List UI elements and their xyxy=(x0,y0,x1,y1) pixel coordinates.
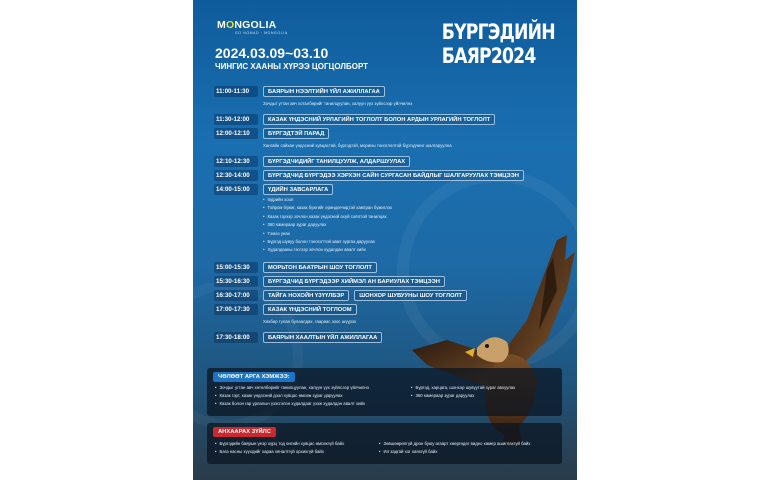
schedule-row xyxy=(214,156,410,167)
schedule-event: КАЗАК ҮНДЭСНИЙ УРЛАГИЙН ТОГЛОЛТ БОЛОН АРДЫН УРЛАГИЙН ТОГЛОЛТ xyxy=(263,114,495,125)
free-activities-right xyxy=(411,385,515,401)
schedule-row xyxy=(214,170,524,181)
schedule-event: БҮРГЭДЧИДИЙГ ТАНИЛЦУУЛЖ, АЛДАРШУУЛАХ xyxy=(263,156,410,167)
schedule-note: Хөхбөр тулан булаалдах, гаараас зоос шүүрэх xyxy=(263,319,357,324)
list-item: • Казак гэрээр зочлон казак үндэсний ахуй соёлтой танилцах xyxy=(263,214,392,222)
schedule-note: Хангайн сайхан үндэсний хувцастай, бүргэдтэй, морины тоноглолтой бүргэдчинг шалгаруулна xyxy=(263,143,452,148)
schedule-row xyxy=(214,290,467,301)
schedule-time: 17:30-18:00 xyxy=(214,332,258,343)
list-item: • Зочдыг угтан авч хөтөлбөрийг танилцуулан, халуун үүх зүйлсээр үйлчилнэ xyxy=(215,385,369,393)
event-title-line1: БҮРГЭДИЙН xyxy=(441,20,555,44)
schedule-time: 12:00-12:10 xyxy=(214,128,258,139)
free-activities-heading: ЧӨЛӨӨТ АРГА ХЭМЖЭЭ: xyxy=(213,372,295,382)
attention-box xyxy=(207,423,562,464)
schedule-event: БҮРГЭДЧИД БҮРГЭДЭЭ ХЭРХЭН САЙН СУРГАСАН БАЙДЛЫГ ШАЛГАРУУЛАХ ТЭМЦЭЭН xyxy=(263,170,524,181)
schedule-time: 16:30-17:00 xyxy=(214,290,258,301)
schedule-event: ҮДИЙН ЗАВСАРЛАГА xyxy=(263,184,333,195)
schedule-time: 11:30-12:00 xyxy=(214,114,258,125)
list-item: • Бага насны хүүхдийг хараа хяналтгүй орхихгүй байх xyxy=(215,449,344,457)
schedule-event: КАЗАК ҮНДЭСНИЙ ТОГЛООМ xyxy=(263,304,357,315)
schedule-time: 15:30-16:30 xyxy=(214,276,258,287)
schedule-row xyxy=(214,276,445,287)
schedule-row xyxy=(214,332,382,343)
list-item: • Зөвшөөрөлгүй дрон буюу агаарт хөөргөдөг видео камер ашиглахгүй байх xyxy=(379,441,530,449)
schedule-time: 11:00-11:30 xyxy=(214,86,258,97)
schedule-event: БҮРГЭДЧИД БҮРГЭДЭЭР ХИЙМЭЛ АН БАРИУЛАХ ТЭМЦЭЭН xyxy=(263,276,445,287)
event-poster xyxy=(193,0,577,480)
event-title-line2: БАЯР2024 xyxy=(441,44,536,68)
list-item: • Ил задгай хог хаяхгүй байх xyxy=(379,449,530,457)
free-activities-left xyxy=(215,385,369,409)
lunch-break-items xyxy=(263,197,392,256)
schedule-row xyxy=(214,86,385,97)
schedule-event: БАЯРЫН ХААЛТЫН ҮЙЛ АЖИЛЛАГАА xyxy=(263,332,382,343)
list-item: • Бүргэд шувуу болон тэносоттой хамт зургаа даруулах xyxy=(263,239,392,247)
schedule-row xyxy=(214,262,377,273)
schedule-row xyxy=(214,304,357,315)
schedule-row xyxy=(214,128,329,139)
logo-tagline: GO NOMAD · MONGOLIA xyxy=(235,31,288,35)
list-item: • Тэмээ унах xyxy=(263,231,392,239)
schedule-time: 17:00-17:30 xyxy=(214,304,258,315)
attention-left xyxy=(215,441,344,457)
event-date: 2024.03.09~03.10 xyxy=(215,45,329,61)
list-item: • Өдрийн хоол xyxy=(263,197,392,205)
schedule-event: БҮРГЭДТЭЙ ПАРАД xyxy=(263,128,329,139)
schedule-time: 15:00-15:30 xyxy=(214,262,258,273)
list-item: • Казак болон гар урлалын үзэсгэлэн худалдааг үзэж худалдан авалт хийх xyxy=(215,401,369,409)
list-item: • Тойром бүжиг, казак бүжгийг ерөндөгчидтэй хамтран бүжиглэх xyxy=(263,205,392,213)
schedule-time: 12:10-12:30 xyxy=(214,156,258,167)
schedule-note: Зочдыг угтан авч хоталбөрийг танилцуулан, халуун үүх зүйлсээр үйлчилнэ xyxy=(263,101,413,106)
schedule-time: 12:30-14:00 xyxy=(214,170,258,181)
schedule-row xyxy=(214,184,333,195)
free-activities-box xyxy=(207,368,562,416)
attention-heading: АНХААРАХ ЗҮЙЛС xyxy=(213,427,276,437)
event-venue: ЧИНГИС ХААНЫ ХҮРЭЭ ЦОГЦОЛБОРТ xyxy=(215,62,369,71)
list-item: • 360 камераар зураг даруулах xyxy=(263,222,392,230)
list-item: • Бүргэд, харцага, шонхор шувуутай зураг авхуулах xyxy=(411,385,515,393)
list-item: • Казак гэрт, казак үндэсний дээл хувцас өмсөж зураг даруулах xyxy=(215,393,369,401)
list-item: • Худалдааны гэсгээр зочлон худалдан авалт хийх xyxy=(263,247,392,255)
list-item: • 360 камераар зураг даруулах xyxy=(411,393,515,401)
attention-right xyxy=(379,441,530,457)
event-title xyxy=(442,20,555,68)
eagle-illustration xyxy=(407,230,577,450)
mongolia-logo: MONGOLIA xyxy=(217,19,277,31)
list-item: • Бүргэдийн баярын үеэр хүрц тод өнгийн хувцас өмсөхгүй байх xyxy=(215,441,344,449)
schedule-event: БАЯРЫН НЭЭЛТИЙН ҮЙЛ АЖИЛЛАГАА xyxy=(263,86,385,97)
schedule-time: 14:00-15:00 xyxy=(214,184,258,195)
schedule-event: ТАЙГА НОХОЙН ҮЗҮҮЛБЭР xyxy=(263,290,349,301)
schedule-event: МОРЬТОН БААТРЫН ШОУ ТОГЛОЛТ xyxy=(263,262,377,273)
schedule-row xyxy=(214,114,495,125)
schedule-event: ШОНХОР ШУВУУНЫ ШОУ ТОГЛОЛТ xyxy=(354,290,467,301)
